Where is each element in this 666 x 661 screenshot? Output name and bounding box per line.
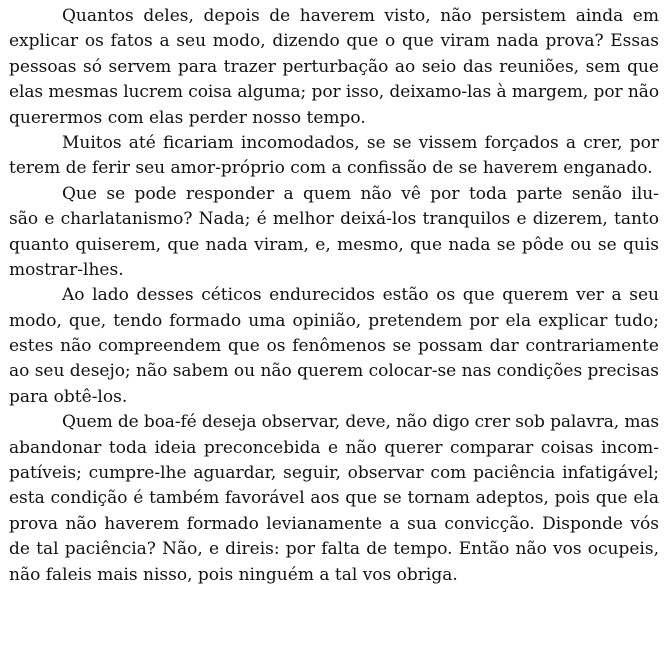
text-line: prova não haverem formado levianamente a sua convicção. Disponde vós — [9, 513, 659, 534]
text-line: Muitos até ficariam incomodados, se se vissem forçados a crer, por — [62, 132, 659, 153]
text-line: Quantos deles, depois de haverem visto, não persistem ainda em — [62, 6, 659, 26]
text-line: modo, que, tendo formado uma opinião, pretendem por ela explicar tudo; — [9, 310, 659, 331]
paragraph-1 — [9, 4, 659, 131]
text-line: elas mesmas lucrem coisa alguma; por isso, deixamo-las à margem, por não — [9, 82, 659, 103]
text-line: Quem de boa-fé deseja observar, deve, não digo crer sob palavra, mas — [62, 412, 659, 433]
text-line: Ao lado desses céticos endurecidos estão os que querem ver a seu — [62, 285, 659, 306]
text-line: esta condição é também favorável aos que se tornam adeptos, pois que ela — [9, 488, 659, 509]
text-line: mostrar-lhes. — [9, 259, 124, 280]
paragraph-5 — [9, 410, 659, 588]
text-line: de tal paciência? Não, e direis: por falta de tempo. Então não vos ocupeis, — [9, 539, 659, 560]
text-line: ao seu desejo; não sabem ou não querem colocar-se nas condições precisas — [9, 361, 660, 382]
text-line: abandonar toda ideia preconcebida e não querer comparar coisas incom- — [9, 437, 659, 458]
document-body — [9, 4, 659, 588]
text-line: para obtê-los. — [9, 386, 128, 407]
text-line: explicar os fatos a seu modo, dizendo que o que viram nada prova? Essas — [9, 31, 659, 52]
text-line: querermos com elas perder nosso tempo. — [9, 107, 366, 128]
text-line: quanto quiserem, que nada viram, e, mesmo, que nada se pôde ou se quis — [9, 234, 659, 255]
text-line: não faleis mais nisso, pois ninguém a tal vos obriga. — [9, 564, 458, 585]
paragraph-2 — [9, 131, 659, 182]
paragraph-3 — [9, 182, 659, 284]
text-line: terem de ferir seu amor-próprio com a confissão de se haverem enganado. — [9, 158, 653, 179]
text-line: são e charlatanismo? Nada; é melhor deixá-los tranquilos e dizerem, tanto — [9, 209, 659, 230]
text-line: Que se pode responder a quem não vê por toda parte senão ilu- — [62, 183, 659, 204]
text-line: pessoas só servem para trazer perturbação ao seio das reuniões, sem que — [9, 56, 659, 77]
paragraph-4 — [9, 283, 659, 410]
text-line: estes não compreendem que os fenômenos se possam dar contrariamente — [9, 336, 659, 357]
text-line: patíveis; cumpre-lhe aguardar, seguir, observar com paciência infatigável; — [9, 463, 659, 484]
